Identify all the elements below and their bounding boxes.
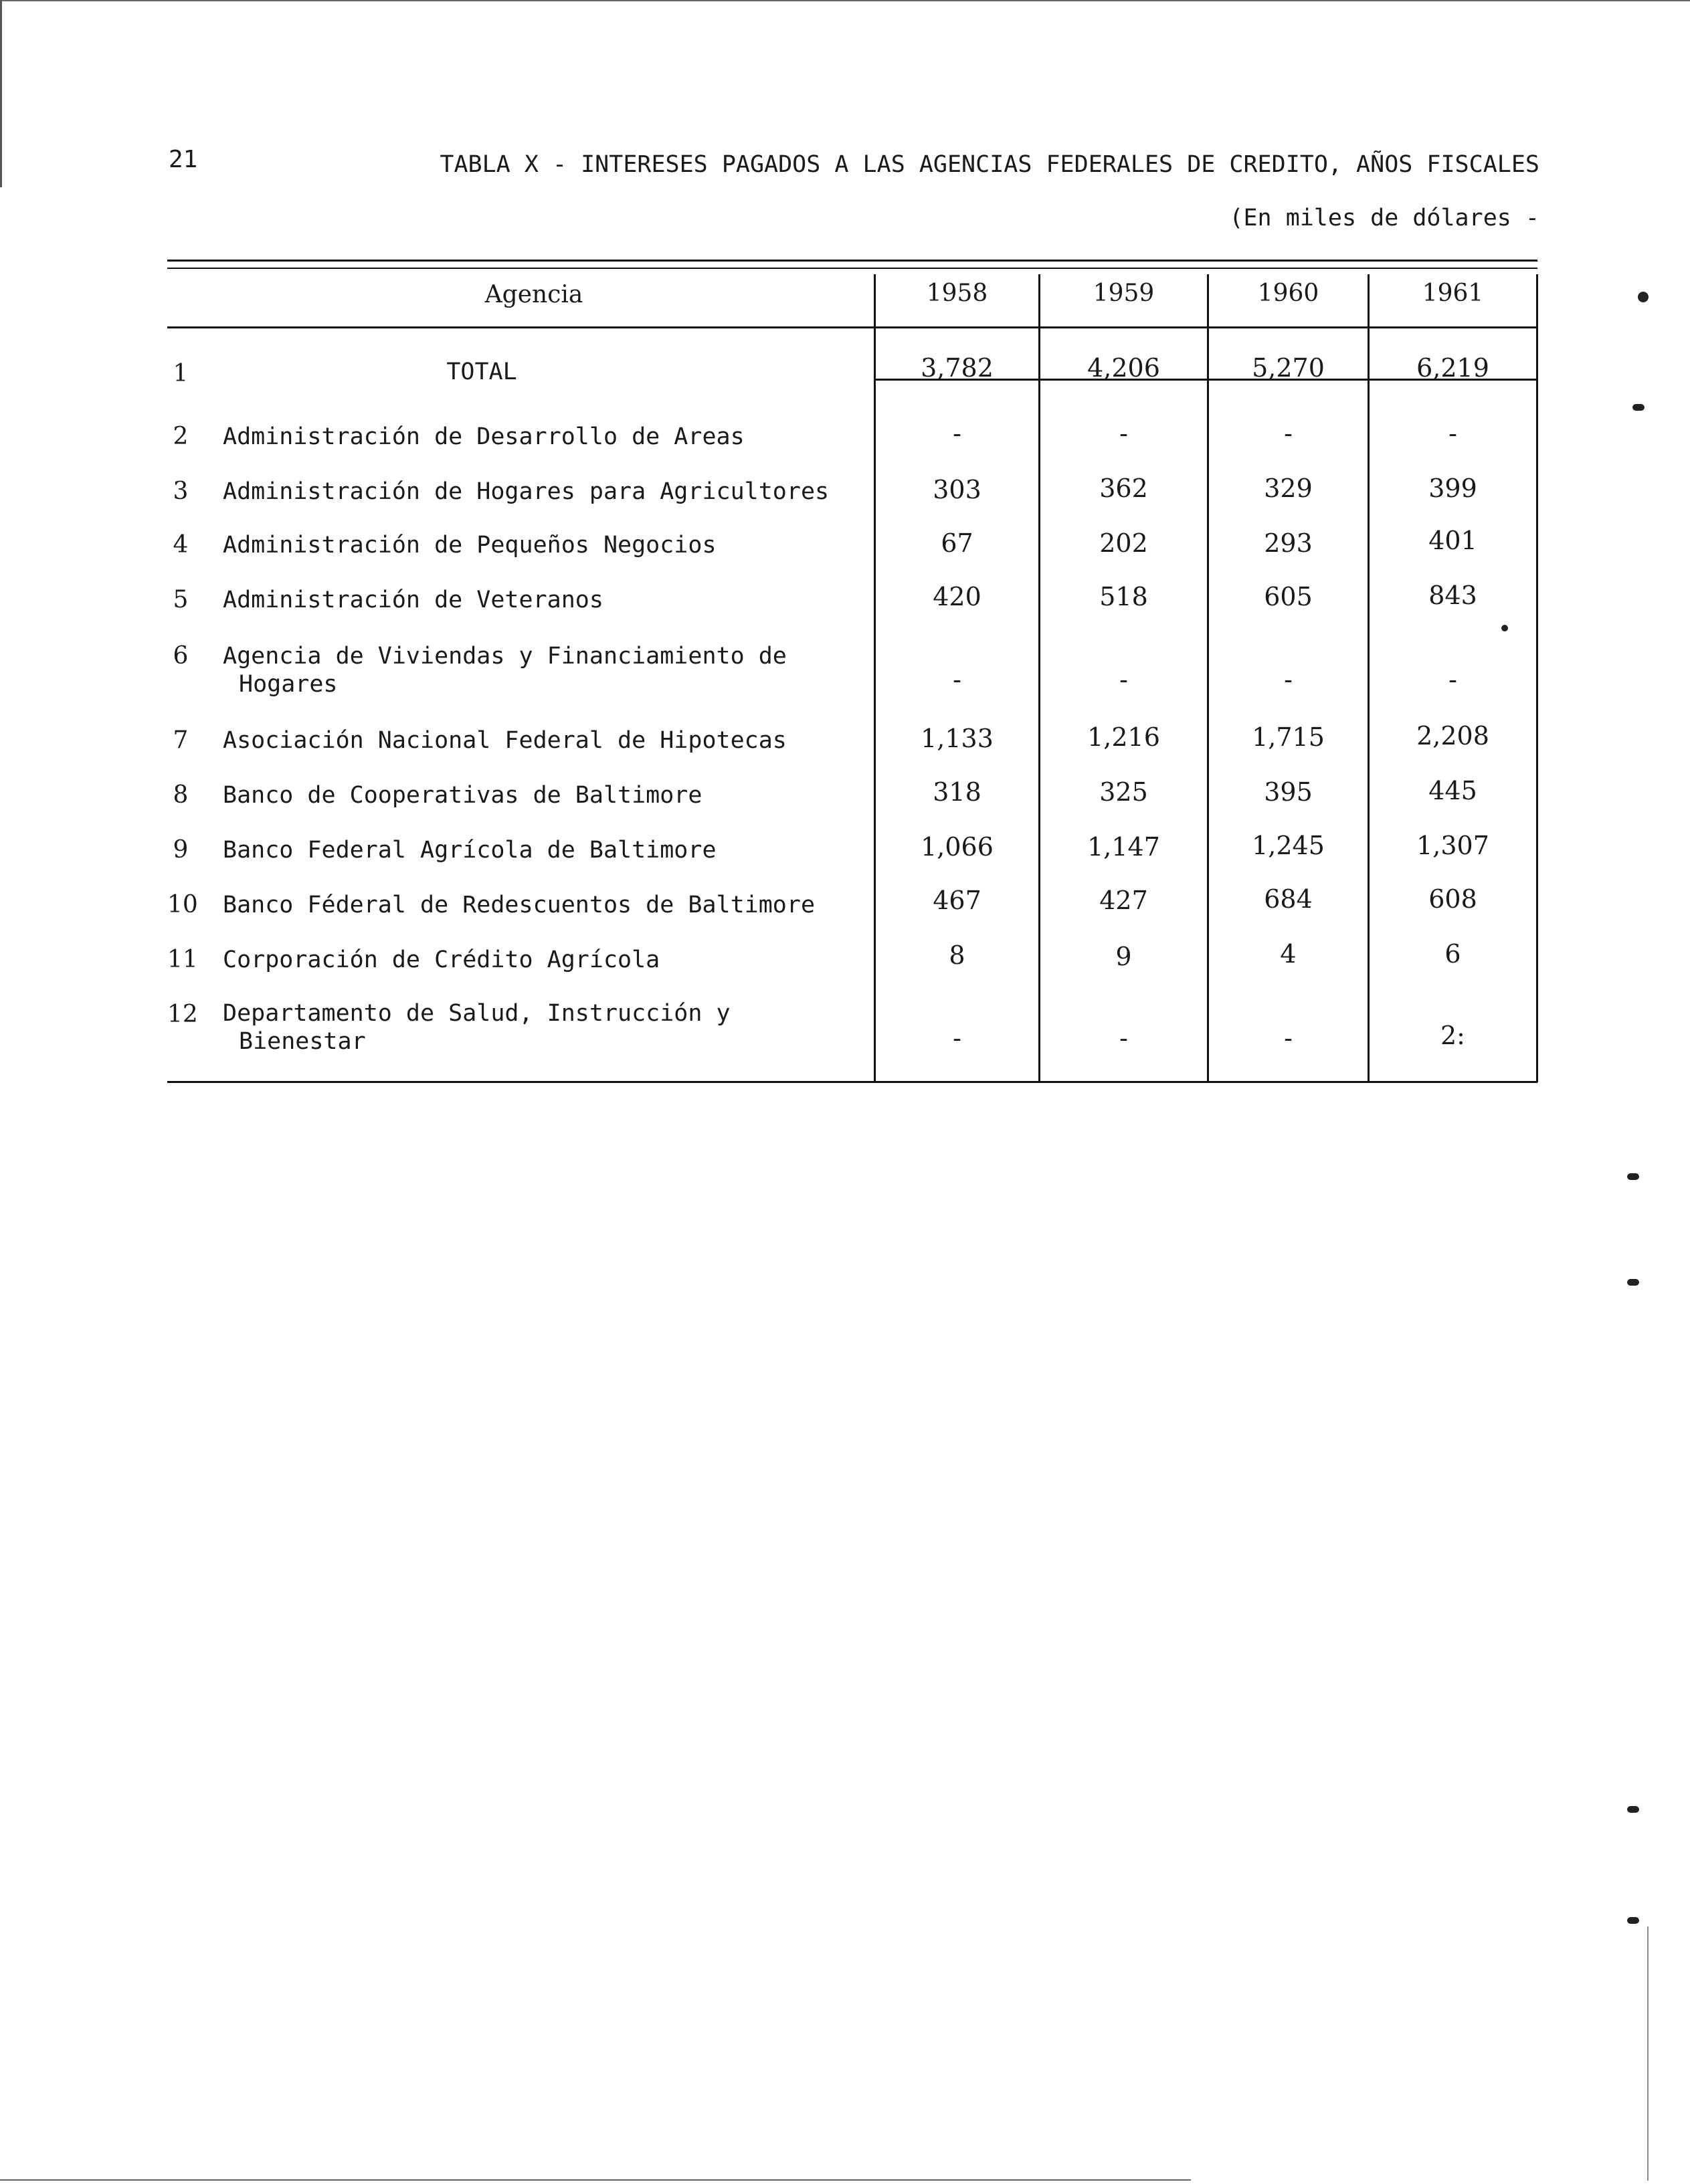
scan-edge-bottom (0, 2179, 1191, 2181)
cell-value: 518 (1099, 582, 1148, 611)
cell-value: - (1284, 1023, 1293, 1053)
row-label: Administración de Desarrollo de Areas (223, 423, 745, 450)
cell-value: 605 (1264, 582, 1313, 611)
table-top-rule (167, 260, 1537, 262)
cell-value: 362 (1099, 474, 1148, 503)
scan-edge-top (0, 0, 1690, 1)
header-1961: 1961 (1422, 280, 1484, 307)
row-number: 1 (173, 360, 189, 387)
cell-value: - (1284, 419, 1293, 448)
table-title: TABLA X - INTERESES PAGADOS A LAS AGENCIAS FEDERALES DE CREDITO, AÑOS FISCALES (440, 151, 1539, 178)
cell-value: 325 (1099, 777, 1148, 807)
row-label: Administración de Pequeños Negocios (223, 532, 717, 559)
row-label-total: TOTAL (446, 359, 517, 385)
cell-value: 6 (1444, 939, 1461, 969)
row-number: 10 (167, 891, 198, 918)
cell-total-1960: 5,270 (1252, 353, 1325, 383)
row-label-line2: Bienestar (239, 1028, 366, 1055)
cell-value: - (953, 665, 961, 694)
row-number: 4 (173, 531, 189, 559)
table-subtitle: (En miles de dólares - (1229, 205, 1539, 231)
row-label: Asociación Nacional Federal de Hipotecas (223, 727, 787, 754)
row-number: 9 (173, 836, 189, 864)
cell-value: 401 (1428, 526, 1477, 555)
scan-mark (1501, 625, 1508, 631)
row-number: 12 (167, 1001, 198, 1028)
row-label: Administración de Veteranos (223, 587, 603, 613)
row-number: 6 (173, 642, 189, 670)
header-bottom-rule (167, 326, 1537, 328)
scan-mark (1638, 292, 1649, 302)
cell-value: 427 (1099, 886, 1148, 915)
scan-edge-right (1647, 1926, 1649, 2181)
page-number: 21 (169, 146, 198, 173)
cell-value: 1,066 (921, 832, 994, 862)
scan-mark (1632, 404, 1645, 411)
cell-total-1961: 6,219 (1416, 353, 1489, 383)
row-label: Banco Féderal de Redescuentos de Baltimore (223, 892, 816, 918)
cell-value: 1,133 (921, 724, 994, 753)
cell-value: 329 (1264, 474, 1313, 503)
cell-value: 420 (933, 582, 981, 611)
cell-value: 202 (1099, 528, 1148, 558)
cell-total-1959: 4,206 (1087, 353, 1160, 383)
cell-value: 1,307 (1416, 831, 1489, 860)
row-label (223, 642, 865, 698)
cell-value: - (1448, 665, 1457, 694)
cell-value: - (1119, 419, 1128, 448)
cell-value: 445 (1428, 776, 1477, 805)
cell-value: 9 (1115, 942, 1132, 971)
cell-value: - (1284, 665, 1293, 694)
row-label: Banco Federal Agrícola de Baltimore (223, 837, 717, 864)
cell-value: 2,208 (1416, 721, 1489, 751)
scan-edge-left (0, 0, 2, 187)
row-label: Corporación de Crédito Agrícola (223, 947, 660, 973)
row-label-line2: Hogares (239, 671, 338, 698)
header-1959: 1959 (1093, 280, 1155, 307)
cell-value: 467 (933, 886, 981, 915)
row-number: 8 (173, 781, 189, 809)
scan-mark (1627, 1173, 1639, 1180)
cell-value: 1,147 (1087, 832, 1160, 862)
cell-total-1958: 3,782 (921, 353, 994, 383)
header-1958: 1958 (926, 280, 988, 307)
cell-value: - (1119, 1023, 1128, 1053)
row-label: Administración de Hogares para Agricultores (223, 478, 830, 505)
cell-value: - (953, 1023, 961, 1053)
row-number: 3 (173, 478, 189, 505)
cell-value: 293 (1264, 528, 1313, 558)
row-number: 7 (173, 726, 189, 754)
row-label-line1: Agencia de Viviendas y Financiamiento de (223, 643, 787, 670)
row-label (223, 999, 865, 1056)
column-separator (1536, 274, 1538, 1082)
row-number: 5 (173, 586, 189, 613)
cell-value: 843 (1428, 581, 1477, 610)
cell-value: - (1119, 665, 1128, 694)
scan-mark (1627, 1806, 1639, 1813)
header-agencia: Agencia (484, 281, 583, 308)
cell-value: 4 (1280, 939, 1297, 969)
cell-value: 2: (1440, 1021, 1465, 1050)
row-label: Banco de Cooperativas de Baltimore (223, 782, 702, 809)
scan-mark (1627, 1917, 1639, 1924)
cell-value: 1,216 (1087, 722, 1160, 752)
cell-value: 318 (933, 777, 981, 807)
cell-value: 8 (949, 940, 965, 970)
row-number: 2 (173, 423, 189, 450)
table-top-rule-second (167, 268, 1537, 269)
cell-value: 1,715 (1252, 722, 1325, 752)
cell-value: 608 (1428, 884, 1477, 914)
cell-value: 395 (1264, 777, 1313, 807)
cell-value: - (1448, 419, 1457, 448)
cell-value: 399 (1428, 474, 1477, 503)
row-label-line1: Departamento de Salud, Instrucción y (223, 1000, 731, 1027)
cell-value: 1,245 (1252, 831, 1325, 860)
table-bottom-rule (167, 1081, 1537, 1083)
scan-mark (1627, 1279, 1639, 1286)
cell-value: - (953, 419, 961, 448)
cell-value: 684 (1264, 884, 1313, 914)
cell-value: 67 (941, 528, 973, 558)
cell-value: 303 (933, 475, 981, 504)
header-1960: 1960 (1257, 280, 1319, 307)
row-number: 11 (167, 946, 198, 973)
